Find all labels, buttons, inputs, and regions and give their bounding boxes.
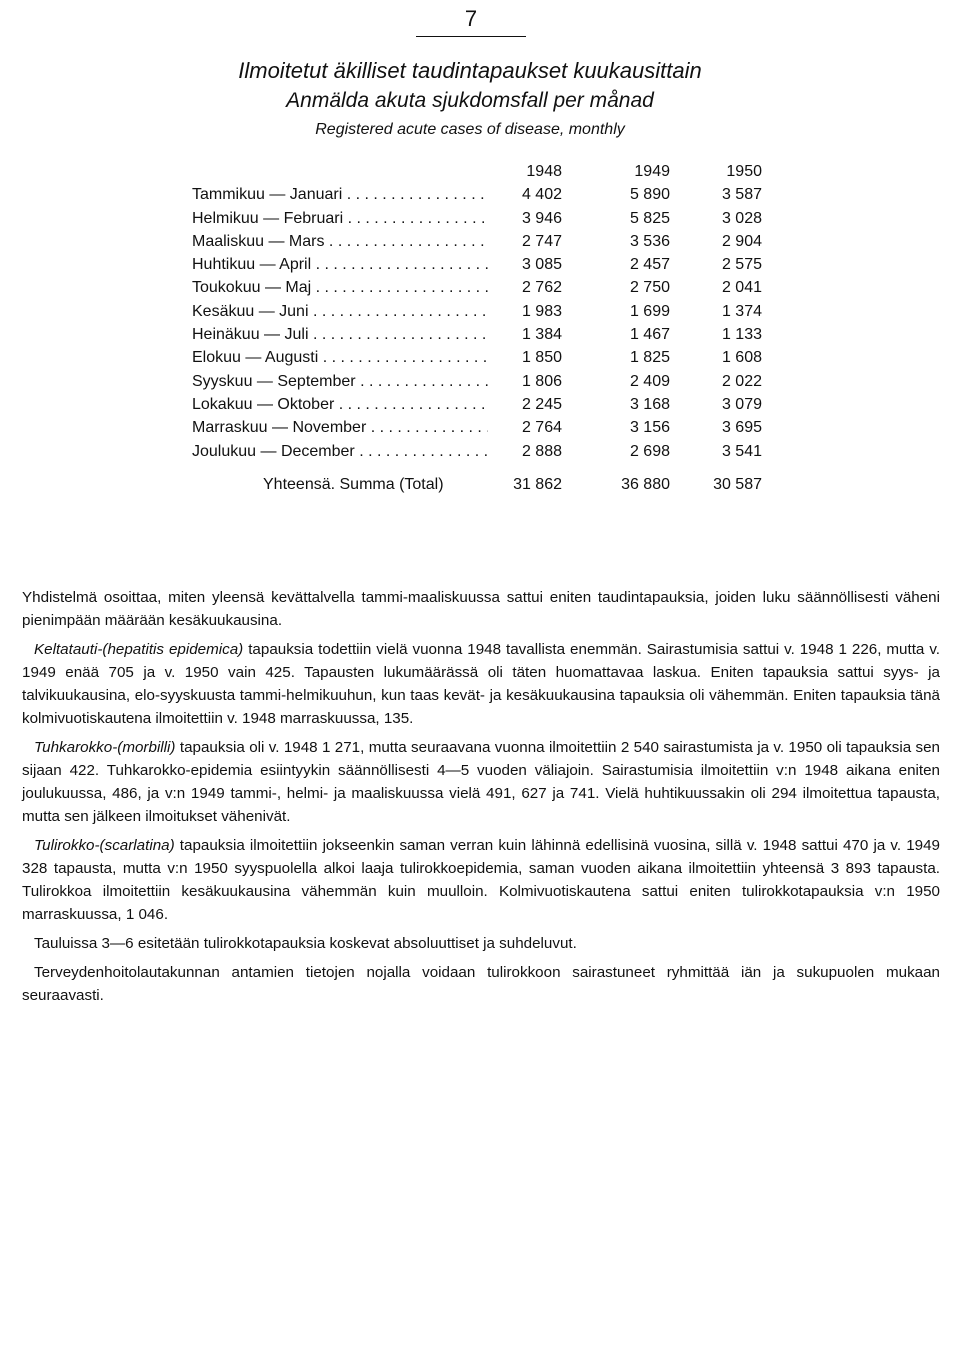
- paragraph: Yhdistelmä osoittaa, miten yleensä kevättalvella tammi-maaliskuussa sattui eniten taudintapauksia, joiden luku säännöllisesti väheni pienimpään määrään kesäkuukausina.: [22, 589, 940, 629]
- cell-1949: 3 168: [629, 395, 670, 413]
- month-label: Joulukuu — December . . .: [192, 440, 488, 463]
- cell-1948: 2 762: [521, 279, 562, 297]
- cell-1948: 1 384: [521, 326, 562, 344]
- cell-1950: 3 587: [721, 186, 762, 204]
- month-label: Lokakuu — Oktober . . .: [192, 393, 488, 416]
- paragraph-text: tapauksia todettiin vielä vuonna 1948 tavallista enemmän. Sairastumisia sattui v. 1948 1 226, mutta v. 1949 enää 705 ja v. 1950 vain 425. Tapausten lukumäärässä oli täten huomattavaa laskua. Eniten tapauksia sattui syys- ja talvikuukausina, elo-syyskuusta tammi-helmikuuhun, kun taas kevät- ja kesäkuukausina tapauksia oli vähemmän. Eniten tapauksia tänä kolmivuotiskautena ilmoitettiin v. 1948 marraskuussa, 135.: [22, 641, 941, 727]
- total-row: [192, 473, 772, 496]
- disease-name: Tuhkarokko-(morbilli): [34, 739, 176, 756]
- cell-1949: 2 457: [629, 256, 670, 274]
- cell-1948: 2 245: [521, 395, 562, 413]
- cell-1950: 3 028: [721, 209, 762, 227]
- paragraph: Terveydenhoitolautakunnan antamien tietojen nojalla voidaan tulirokkoon sairastuneet ryhmittää iän ja sukupuolen mukaan seuraavasti.: [22, 964, 940, 1004]
- table-row: [192, 346, 772, 369]
- month-label: Heinäkuu — Juli . . .: [192, 323, 488, 346]
- cell-1950: 3 541: [721, 442, 762, 460]
- table-header-row: [192, 160, 772, 183]
- total-label: Yhteensä. Summa (Total): [263, 475, 444, 493]
- table-row: [192, 183, 772, 206]
- cell-1949: 1 467: [629, 326, 670, 344]
- table-row: [192, 323, 772, 346]
- cell-1949: 3 536: [629, 232, 670, 250]
- cell-1949: 2 750: [629, 279, 670, 297]
- month-label: Toukokuu — Maj . . .: [192, 276, 488, 299]
- year-header: 1948: [526, 163, 562, 180]
- table-row: [192, 276, 772, 299]
- cell-1950: 2 904: [721, 232, 762, 250]
- cell-1950: 2 041: [721, 279, 762, 297]
- cell-1950: 3 079: [721, 395, 762, 413]
- cell-1950: 1 608: [721, 349, 762, 367]
- table-row: [192, 393, 772, 416]
- cell-1949: 2 409: [629, 372, 670, 390]
- month-label: Kesäkuu — Juni . . .: [192, 300, 488, 323]
- title-finnish: Ilmoitetut äkilliset taudintapaukset kuukausittain: [238, 58, 702, 83]
- month-label: Maaliskuu — Mars . . .: [192, 230, 488, 253]
- cell-1950: 2 575: [721, 256, 762, 274]
- month-label: Huhtikuu — April . . .: [192, 253, 488, 276]
- cell-1949: 5 825: [629, 209, 670, 227]
- total-1950: 30 587: [713, 475, 762, 493]
- cell-1949: 3 156: [629, 419, 670, 437]
- paragraph-text: tapauksia oli v. 1948 1 271, mutta seuraavana vuonna ilmoitettiin 2 540 sairastumista ja v. 1950 oli tapauksia sen sijaan 422. Tuhkarokko-epidemia esiintyykin säännöllisesti 4—5 vuoden väliajoin. Sairastumisia ilmoitettiin v:n 1948 aikana eniten joulukuussa, 486, ja v:n 1949 tammi-, helmi- ja maaliskuussa vielä 491, 627 ja 741. Vielä huhtikuussakin oli 294 ilmoitettua tapausta, mutta sen jälkeen ilmoitukset vähenivät.: [22, 739, 940, 825]
- cell-1948: 1 850: [521, 349, 562, 367]
- month-label: Tammikuu — Januari . . .: [192, 183, 488, 206]
- body-text: [22, 586, 940, 1013]
- table-row: [192, 440, 772, 463]
- cell-1949: 1 825: [629, 349, 670, 367]
- table-row: [192, 370, 772, 393]
- cell-1950: 1 374: [721, 302, 762, 320]
- cell-1949: 1 699: [629, 302, 670, 320]
- cell-1948: 1 983: [521, 302, 562, 320]
- table-row: [192, 230, 772, 253]
- table-row: [192, 416, 772, 439]
- cell-1948: 4 402: [521, 186, 562, 204]
- paragraph: [22, 736, 940, 828]
- total-1949: 36 880: [621, 475, 670, 493]
- cell-1948: 1 806: [521, 372, 562, 390]
- year-header: 1949: [634, 163, 670, 180]
- month-label: Syyskuu — September . . .: [192, 370, 488, 393]
- month-label: Elokuu — Augusti . . .: [192, 346, 488, 369]
- table-row: [192, 207, 772, 230]
- disease-name: Keltatauti-(hepatitis epidemica): [34, 641, 244, 658]
- table-row: [192, 253, 772, 276]
- paragraph: [22, 834, 940, 926]
- cell-1950: 2 022: [721, 372, 762, 390]
- page-number: 7: [416, 6, 526, 37]
- title-swedish: Anmälda akuta sjukdomsfall per månad: [286, 89, 654, 112]
- cell-1950: 1 133: [721, 326, 762, 344]
- cell-1948: 3 946: [521, 209, 562, 227]
- cell-1948: 2 888: [521, 442, 562, 460]
- paragraph-text: tapauksia ilmoitettiin jokseenkin saman verran kuin lähinnä edellisinä vuosina, sillä v. 1948 sattui 470 ja v. 1949 328 tapausta, mutta v:n 1950 syyspuolella alkoi laaja tulirokkoepidemia, saman vuoden aikana ilmoitettiin yhteensä 3 893 tapausta. Tulirokkoa ilmoitettiin kesäkuukausina vähemmän kuin muulloin. Kolmivuotiskautena sattui eniten tulirokkotapauksia v:n 1950 marraskuussa, 1 046.: [22, 837, 940, 923]
- cell-1950: 3 695: [721, 419, 762, 437]
- cell-1948: 3 085: [521, 256, 562, 274]
- year-header: 1950: [726, 163, 762, 180]
- month-label: Helmikuu — Februari . . .: [192, 207, 488, 230]
- paragraph: Tauluissa 3—6 esitetään tulirokkotapauksia koskevat absoluuttiset ja suhdeluvut.: [34, 935, 577, 952]
- cell-1948: 2 764: [521, 419, 562, 437]
- total-1948: 31 862: [513, 475, 562, 493]
- month-label: Marraskuu — November . . .: [192, 416, 488, 439]
- cell-1949: 2 698: [629, 442, 670, 460]
- table-row: [192, 300, 772, 323]
- monthly-cases-table: [192, 160, 772, 496]
- title-block: [0, 56, 940, 144]
- title-english: Registered acute cases of disease, monthly: [315, 121, 625, 138]
- disease-name: Tulirokko-(scarlatina): [34, 837, 175, 854]
- cell-1948: 2 747: [521, 232, 562, 250]
- cell-1949: 5 890: [629, 186, 670, 204]
- paragraph: [22, 638, 940, 730]
